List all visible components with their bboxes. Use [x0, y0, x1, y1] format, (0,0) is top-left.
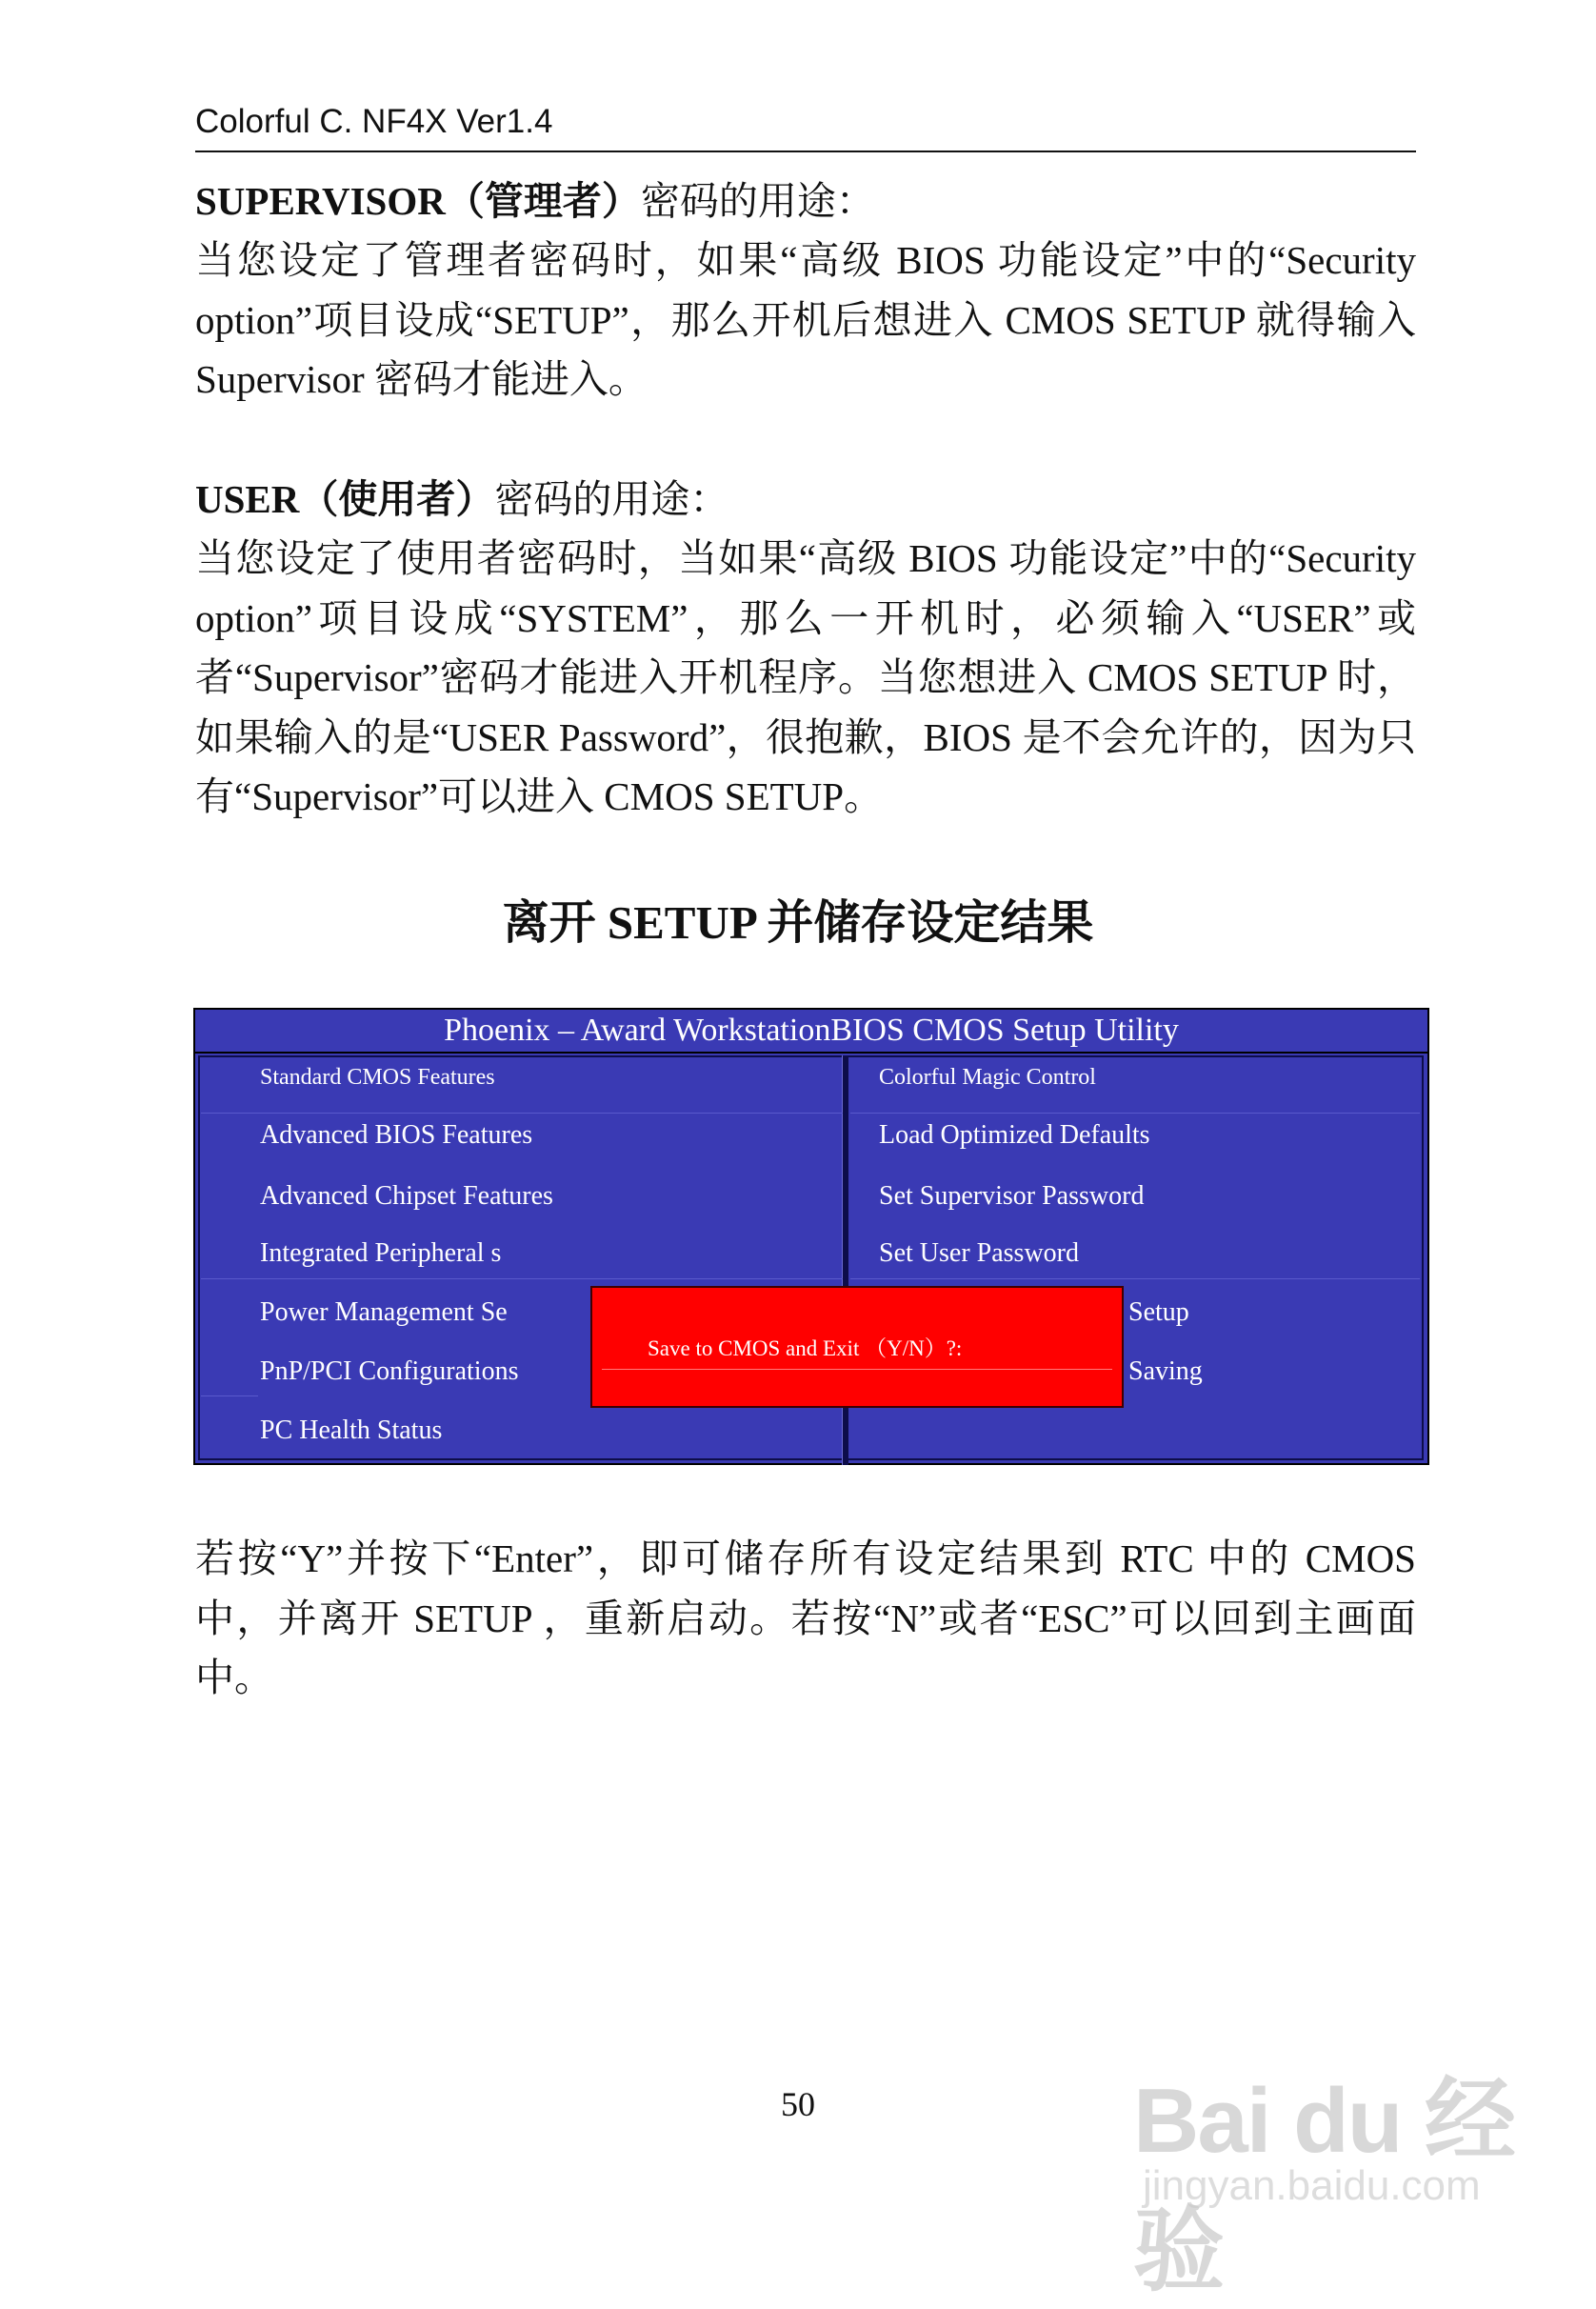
supervisor-heading-rest: 密码的用途：: [640, 179, 875, 223]
supervisor-paragraph: 当您设定了管理者密码时，如果“高级 BIOS 功能设定”中的“Security option”项目设成“SETUP”，那么开机后想进入 CMOS SETUP 就得输入 Supervisor 密码才能进入。: [195, 238, 1416, 401]
bios-menu-item-standard-cmos[interactable]: Standard CMOS Features: [260, 1065, 495, 1090]
bios-row-separator: [201, 1113, 843, 1114]
bios-menu-item-pnp-pci[interactable]: PnP/PCI Configurations: [260, 1356, 519, 1386]
bios-row-separator: [201, 1278, 843, 1279]
bios-menu-item-user-password[interactable]: Set User Password: [879, 1238, 1079, 1268]
bios-menu-item-power-management[interactable]: Power Management Se: [260, 1297, 508, 1327]
bios-row-separator: [850, 1278, 1420, 1279]
bios-menu-item-load-defaults[interactable]: Load Optimized Defaults: [879, 1120, 1150, 1150]
user-paragraph: 当您设定了使用者密码时，当如果“高级 BIOS 功能设定”中的“Security option”项目设成“SYSTEM”，那么一开机时，必须输入“USER”或者“Supervisor”密码才能进入开机程序。当您想进入 CMOS SETUP 时，如果输入的是“USER Password”，很抱歉，BIOS 是不会允许的，因为只有“Supervisor”可以进入 CMOS SETUP。: [195, 536, 1416, 818]
bios-menu-item-pc-health[interactable]: PC Health Status: [260, 1416, 443, 1445]
exit-section-title: 离开 SETUP 并储存设定结果: [502, 896, 1094, 949]
bios-menu-item-supervisor-password[interactable]: Set Supervisor Password: [879, 1181, 1145, 1211]
bios-menu-item-save-exit-setup[interactable]: Setup: [1128, 1297, 1189, 1327]
supervisor-heading-bold: SUPERVISOR（管理者）: [195, 179, 641, 223]
watermark-logo: Bai du 经验: [1133, 2070, 1515, 2302]
bios-row-separator: [201, 1395, 258, 1396]
after-section: [195, 1529, 1416, 1708]
bios-menu-item-colorful-magic[interactable]: Colorful Magic Control: [879, 1065, 1096, 1090]
bios-row-separator: [850, 1113, 1420, 1114]
document-header: Colorful C. NF4X Ver1.4: [195, 103, 553, 140]
header-rule: [195, 151, 1416, 152]
save-exit-prompt: Save to CMOS and Exit （Y/N）?:: [648, 1336, 963, 1360]
baidu-watermark: [1133, 2029, 1515, 2302]
supervisor-heading: [195, 171, 1416, 231]
dialog-input-line: [602, 1369, 1112, 1370]
bios-menu-item-advanced-chipset[interactable]: Advanced Chipset Features: [260, 1181, 553, 1211]
user-heading-rest: 密码的用途：: [494, 477, 729, 521]
after-paragraph: 若按“Y”并按下“Enter”，即可储存所有设定结果到 RTC 中的 CMOS 中，并离开 SETUP ，重新启动。若按“N”或者“ESC”可以回到主画面中。: [195, 1536, 1416, 1699]
bios-title: Phoenix – Award WorkstationBIOS CMOS Setup Utility: [195, 1010, 1427, 1054]
supervisor-section: [195, 171, 1416, 410]
user-section: [195, 470, 1416, 827]
watermark-url: jingyan.baidu.com: [1143, 2162, 1481, 2209]
page-number: 50: [781, 2085, 815, 2123]
user-heading-bold: USER（使用者）: [195, 477, 495, 521]
bios-menu-item-integrated-peripherals[interactable]: Integrated Peripheral s: [260, 1238, 502, 1268]
bios-menu-item-exit-without-saving[interactable]: Saving: [1128, 1356, 1203, 1386]
save-exit-dialog[interactable]: [590, 1286, 1124, 1408]
user-heading: [195, 470, 1416, 529]
bios-menu-item-advanced-bios[interactable]: Advanced BIOS Features: [260, 1120, 533, 1150]
